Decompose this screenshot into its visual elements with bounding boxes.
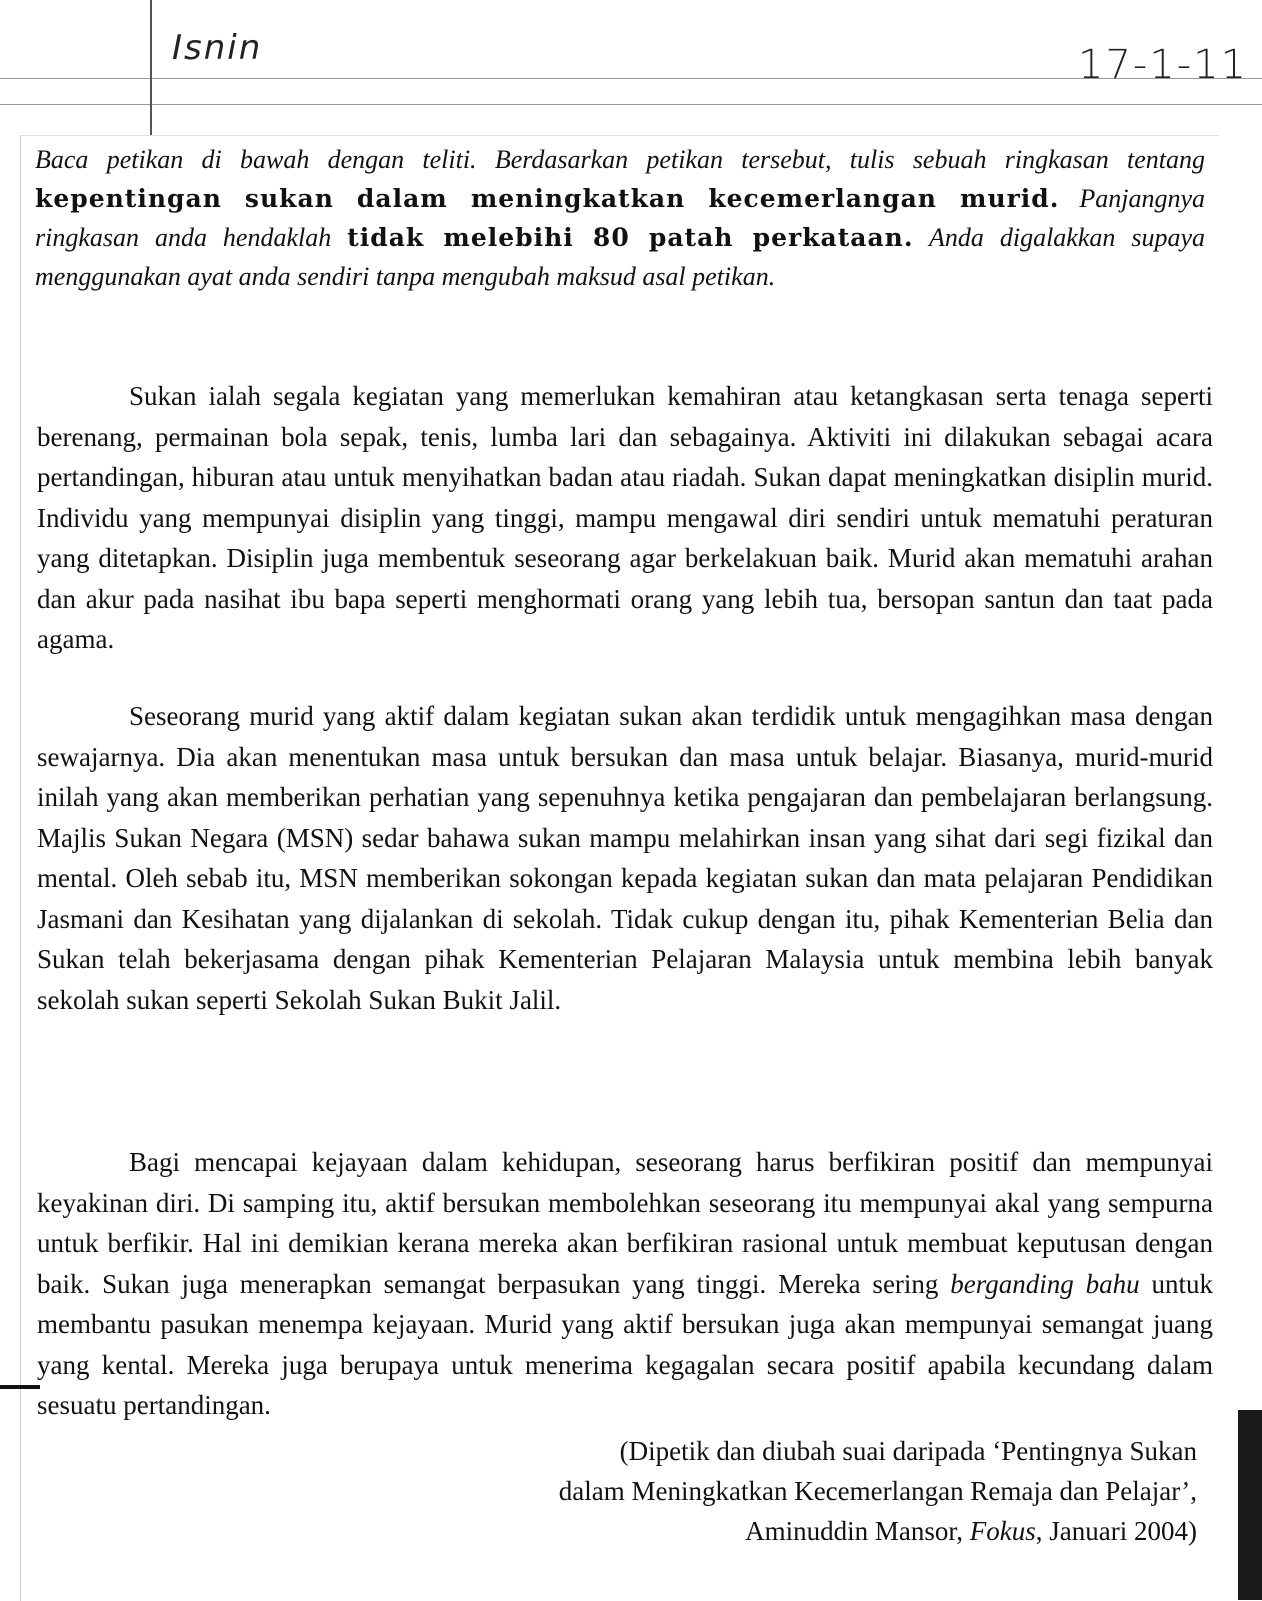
handwritten-day: Isnin	[172, 28, 263, 68]
instruction-bold-topic: kepentingan sukan dalam meningkatkan kecemerlangan murid.	[35, 184, 1060, 213]
passage-paragraph-1: Sukan ialah segala kegiatan yang memerlukan kemahiran atau ketangkasan serta tenaga seperti berenang, permainan bola sepak, tenis, lumba lari dan sebagainya. Aktiviti ini dilakukan sebagai acara pertandingan, hiburan atau untuk menyihatkan badan atau riadah. Sukan dapat meningkatkan disiplin murid. Individu yang mempunyai disiplin yang tinggi, mampu mengawal diri sendiri untuk mematuhi peraturan yang ditetapkan. Disiplin juga membentuk seseorang agar berkelakuan baik. Murid akan mematuhi arahan dan akur pada nasihat ibu bapa seperti menghormati orang yang lebih tua, bersopan santun dan taat pada agama.	[37, 381, 1213, 654]
margin-line	[150, 0, 152, 135]
instruction-part-3: Anda digalakkan supaya menggunakan ayat anda sendiri tanpa mengubah maksud asal petikan.	[35, 223, 1205, 291]
paragraph-3-part-1: Bagi mencapai kejayaan dalam kehidupan, seseorang harus berfikiran positif dan mempunyai keyakinan diri. Di samping itu, aktif bersukan membolehkan seseorang itu mempunyai akal yang sempurna untuk berfikir. Hal ini demikian kerana mereka akan berfikiran rasional untuk membuat keputusan dengan baik. Sukan juga menerapkan semangat berpasukan yang tinggi. Mereka sering	[37, 1147, 1213, 1299]
source-line-1: (Dipetik dan diubah suai daripada ‘Pentingnya Sukan	[619, 1436, 1197, 1466]
source-publication: Fokus	[969, 1516, 1036, 1546]
instruction-text	[35, 140, 1205, 296]
scan-edge-shadow	[1238, 1410, 1262, 1600]
printed-passage-sheet	[20, 135, 1219, 1601]
paragraph-3-italic-phrase: berganding bahu	[950, 1268, 1140, 1299]
passage-paragraph-2: Seseorang murid yang aktif dalam kegiatan sukan akan terdidik untuk mengagihkan masa dengan sewajarnya. Dia akan menentukan masa untuk bersukan dan masa untuk belajar. Biasanya, murid-murid inilah yang akan memberikan perhatian yang sepenuhnya ketika pengajaran dan pembelajaran berlangsung. Majlis Sukan Negara (MSN) sedar bahawa sukan mampu melahirkan insan yang sihat dari segi fizikal dan mental. Oleh sebab itu, MSN memberikan sokongan kepada kegiatan sukan dan mata pelajaran Pendidikan Jasmani dan Kesihatan yang dijalankan di sekolah. Tidak cukup dengan itu, pihak Kementerian Belia dan Sukan telah bekerjasama dengan pihak Kementerian Pelajaran Malaysia untuk membina lebih banyak sekolah sukan seperti Sekolah Sukan Bukit Jalil.	[37, 701, 1213, 1015]
ruled-line	[0, 104, 1262, 105]
instruction-part-1: Baca petikan di bawah dengan teliti. Berdasarkan petikan tersebut, tulis sebuah ringkasan tentang	[35, 145, 1205, 174]
source-line-3	[437, 1511, 1197, 1551]
source-author: Aminuddin Mansor,	[745, 1516, 964, 1546]
scan-edge-mark	[0, 1385, 40, 1389]
instruction-part-2: Panjangnya ringkasan anda hendaklah	[35, 184, 1205, 252]
paragraph-3-part-2: untuk membantu pasukan menempa kejayaan. Murid yang aktif bersukan juga akan mempunyai semangat juang yang kental. Mereka juga berupaya untuk menerima kegagalan secara positif apabila kecundang dalam sesuatu pertandingan.	[37, 1268, 1214, 1420]
instruction-bold-limit: tidak melebihi 80 patah perkataan.	[347, 223, 914, 252]
handwritten-date: 17-1-11	[1078, 42, 1249, 88]
ruled-line	[0, 78, 1262, 79]
source-date: , Januari 2004)	[1035, 1516, 1197, 1546]
passage-paragraph-3	[37, 1142, 1213, 1426]
source-line-2: dalam Meningkatkan Kecemerlangan Remaja dan Pelajar’,	[558, 1476, 1197, 1506]
source-citation	[437, 1431, 1197, 1551]
